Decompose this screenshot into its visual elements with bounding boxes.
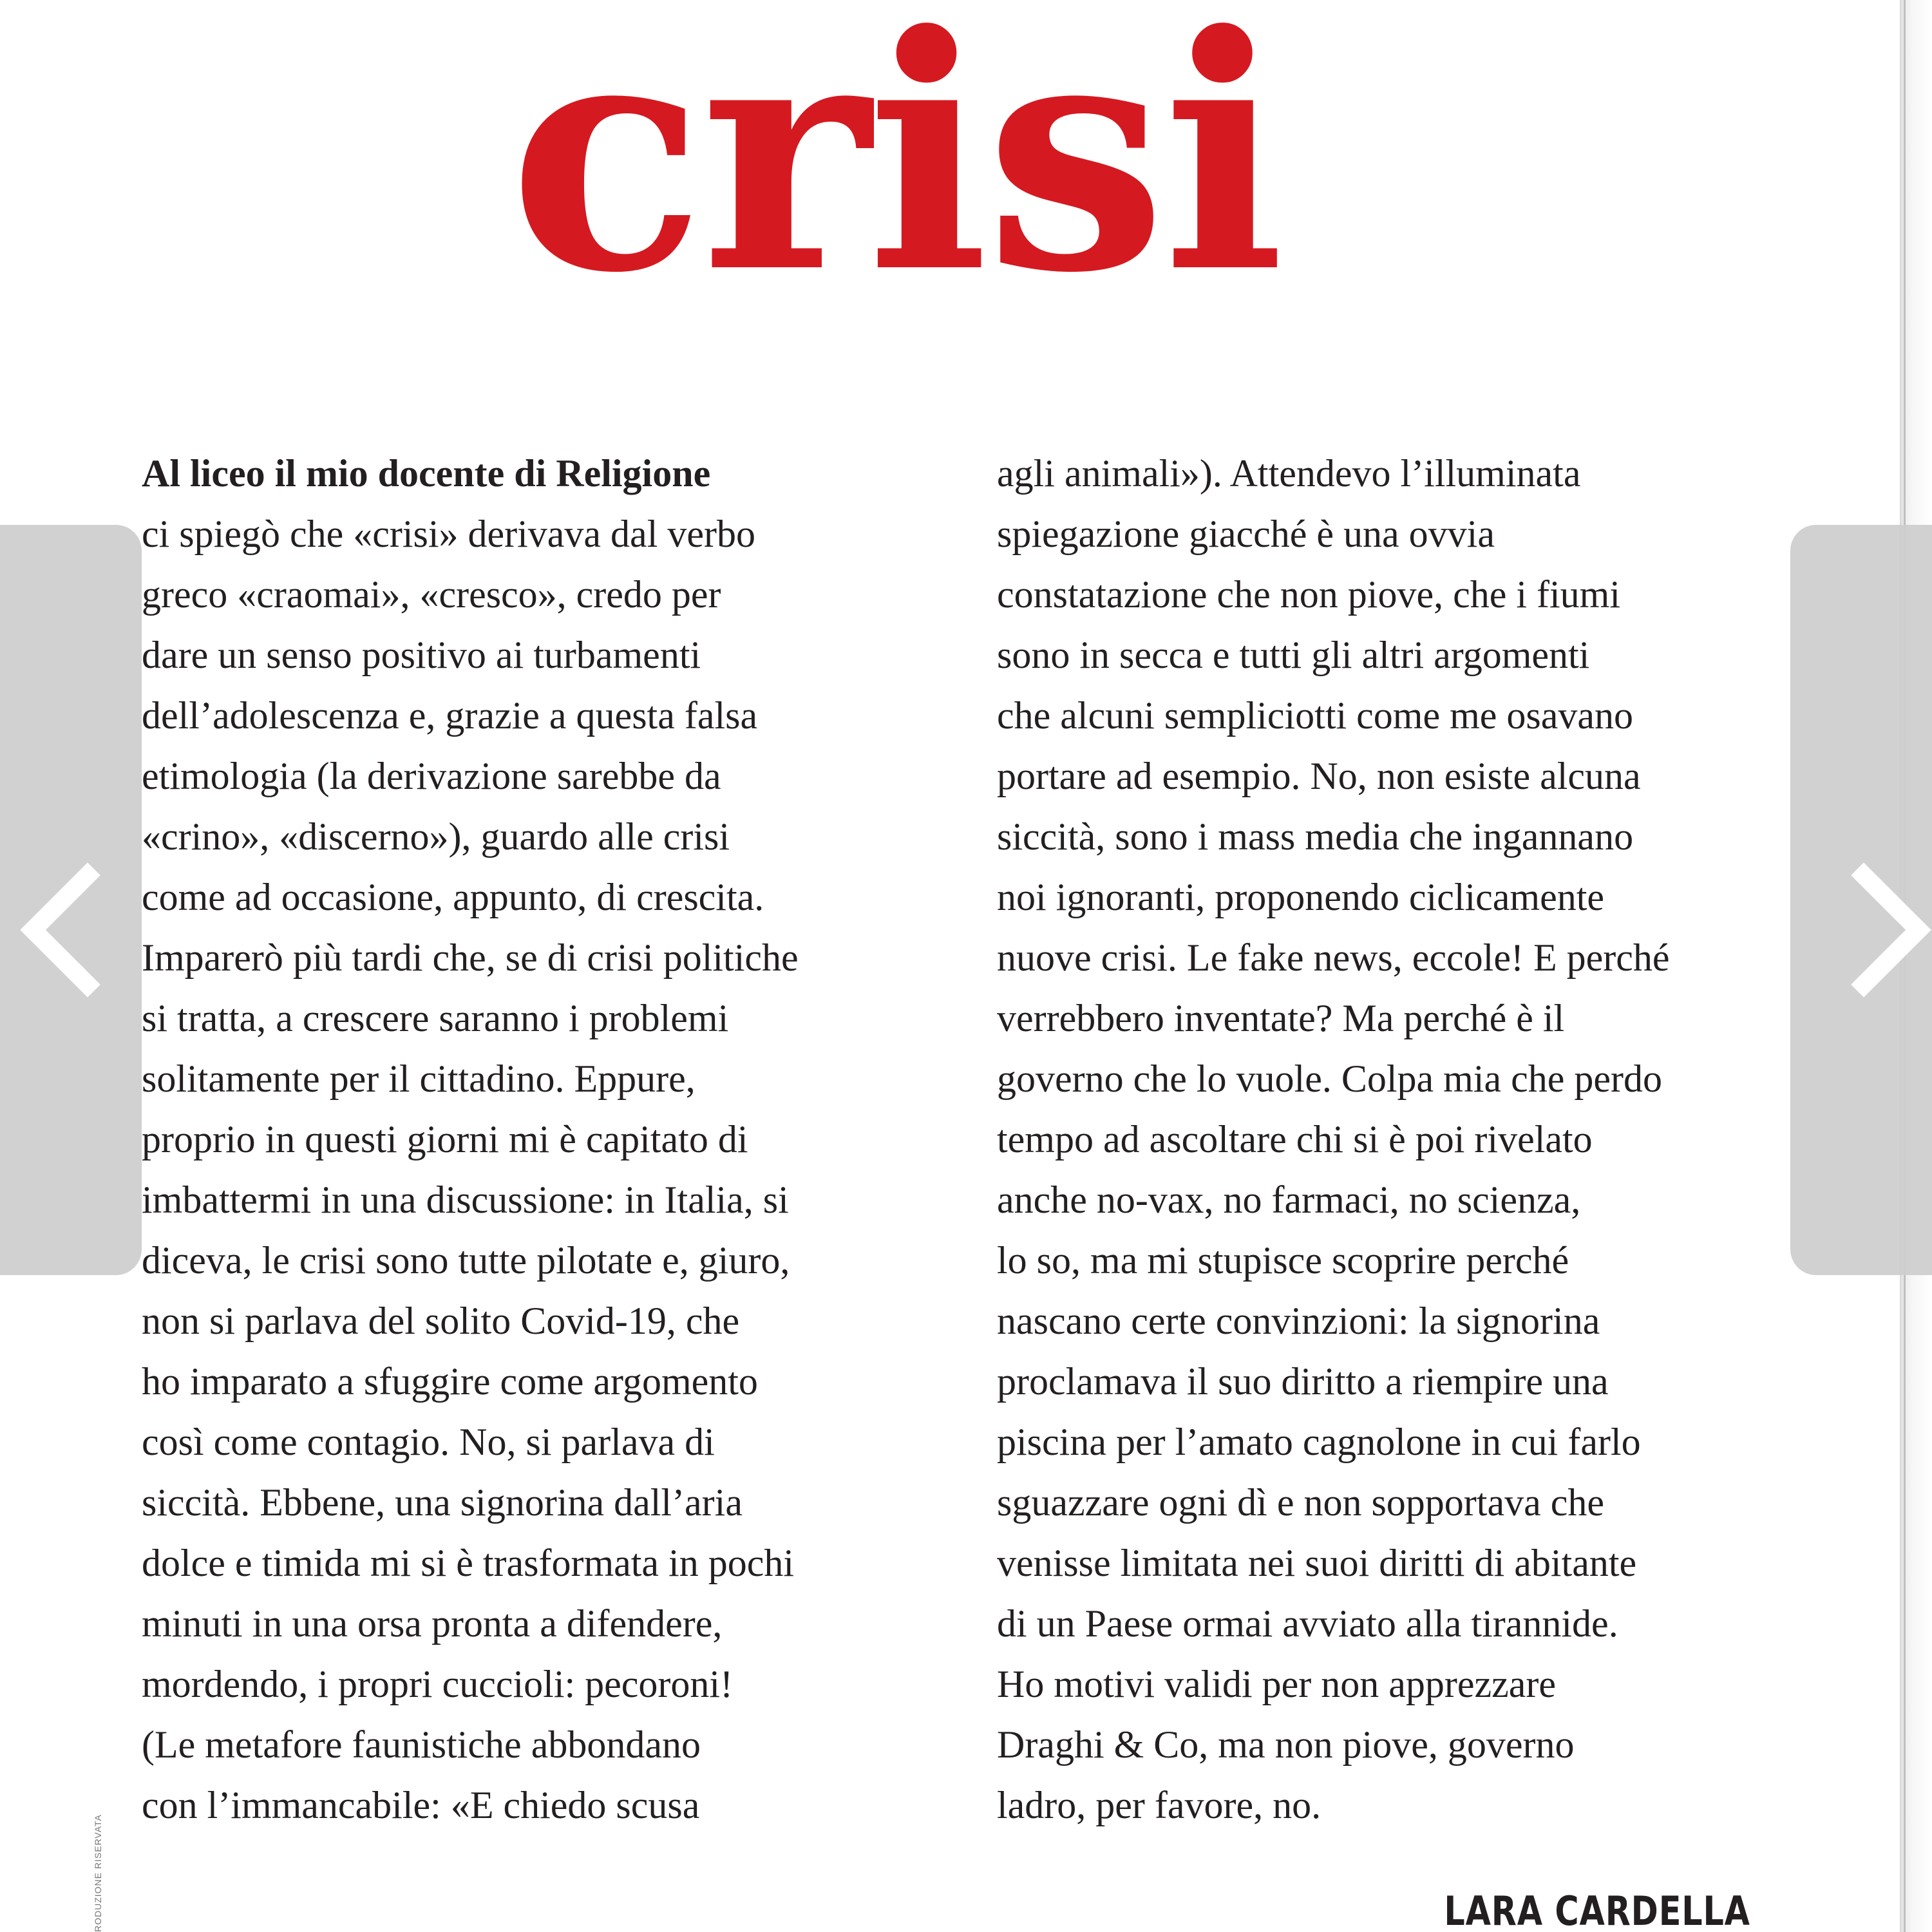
text-line: agli animali»). Attendevo l’illuminata <box>997 452 1581 495</box>
text-line: proprio in questi giorni mi è capitato di <box>142 1118 748 1160</box>
text-line: come ad occasione, appunto, di crescita. <box>142 876 764 918</box>
text-line: dell’adolescenza e, grazie a questa falsa <box>142 694 758 737</box>
text-line: lo so, ma mi stupisce scoprire perché <box>997 1239 1569 1282</box>
text-line: non si parlava del solito Covid-19, che <box>142 1300 740 1342</box>
text-line: nascano certe convinzioni: la signorina <box>997 1300 1600 1342</box>
text-line: si tratta, a crescere saranno i problemi <box>142 997 729 1039</box>
text-line: greco «craomai», «cresco», credo per <box>142 573 721 616</box>
chevron-left-icon <box>20 862 155 997</box>
text-line: Ho motivi validi per non apprezzare <box>997 1663 1557 1705</box>
text-line: che alcuni sempliciotti come me osavano <box>997 694 1634 737</box>
text-line: proclamava il suo diritto a riempire una <box>997 1360 1609 1403</box>
text-line: mordendo, i propri cuccioli: pecoroni! <box>142 1663 734 1705</box>
text-line: Draghi & Co, ma non piove, governo <box>997 1723 1575 1766</box>
text-line: anche no-vax, no farmaci, no scienza, <box>997 1179 1581 1221</box>
text-line: diceva, le crisi sono tutte pilotate e, giuro, <box>142 1239 790 1282</box>
text-line: sguazzare ogni dì e non sopportava che <box>997 1481 1604 1524</box>
text-line: dare un senso positivo ai turbamenti <box>142 634 701 676</box>
text-line: constatazione che non piove, che i fiumi <box>997 573 1620 616</box>
text-line: ladro, per favore, no. <box>997 1784 1321 1826</box>
text-line: dolce e timida mi si è trasformata in pochi <box>142 1542 795 1584</box>
text-line: etimologia (la derivazione sarebbe da <box>142 755 721 797</box>
text-line: spiegazione giacché è una ovvia <box>997 513 1495 555</box>
previous-page-button[interactable] <box>0 525 142 1275</box>
text-line: ci spiegò che «crisi» derivava dal verbo <box>142 513 755 555</box>
text-line: siccità. Ebbene, una signorina dall’aria <box>142 1481 743 1524</box>
chevron-right-icon <box>1796 862 1931 997</box>
text-line: (Le metafore faunistiche abbondano <box>142 1723 701 1766</box>
text-line: così come contagio. No, si parlava di <box>142 1421 715 1463</box>
text-line: sono in secca e tutti gli altri argomenti <box>997 634 1590 676</box>
copyright-credit: RODUZIONE RISERVATA <box>93 1814 103 1932</box>
text-line: siccità, sono i mass media che ingannano <box>997 815 1634 858</box>
text-line: Imparerò più tardi che, se di crisi politiche <box>142 936 799 979</box>
text-line: minuti in una orsa pronta a difendere, <box>142 1602 723 1645</box>
article-column-left <box>142 443 998 1835</box>
text-line: governo che lo vuole. Colpa mia che perdo <box>997 1057 1663 1100</box>
text-line: nuove crisi. Le fake news, eccole! E perché <box>997 936 1670 979</box>
next-page-button[interactable] <box>1790 525 1932 1275</box>
text-line: solitamente per il cittadino. Eppure, <box>142 1057 696 1100</box>
text-line: di un Paese ormai avviato alla tirannide. <box>997 1602 1618 1645</box>
article-column-right <box>997 443 1853 1835</box>
text-line: imbattermi in una discussione: in Italia, si <box>142 1179 789 1221</box>
text-line: piscina per l’amato cagnolone in cui farlo <box>997 1421 1641 1463</box>
text-line: ho imparato a sfuggire come argomento <box>142 1360 758 1403</box>
text-line: venisse limitata nei suoi diritti di abitante <box>997 1542 1637 1584</box>
text-line: portare ad esempio. No, non esiste alcuna <box>997 755 1641 797</box>
text-line: noi ignoranti, proponendo ciclicamente <box>997 876 1605 918</box>
author-name: LARA CARDELLA <box>1444 1888 1750 1932</box>
article-title: crisi <box>509 0 1282 343</box>
text-line: «crino», «discerno»), guardo alle crisi <box>142 815 730 858</box>
text-line: verrebbero inventate? Ma perché è il <box>997 997 1565 1039</box>
text-line: con l’immancabile: «E chiedo scusa <box>142 1784 700 1826</box>
text-line: tempo ad ascoltare chi si è poi rivelato <box>997 1118 1593 1160</box>
lead-in: Al liceo il mio docente di Religione <box>142 452 711 495</box>
